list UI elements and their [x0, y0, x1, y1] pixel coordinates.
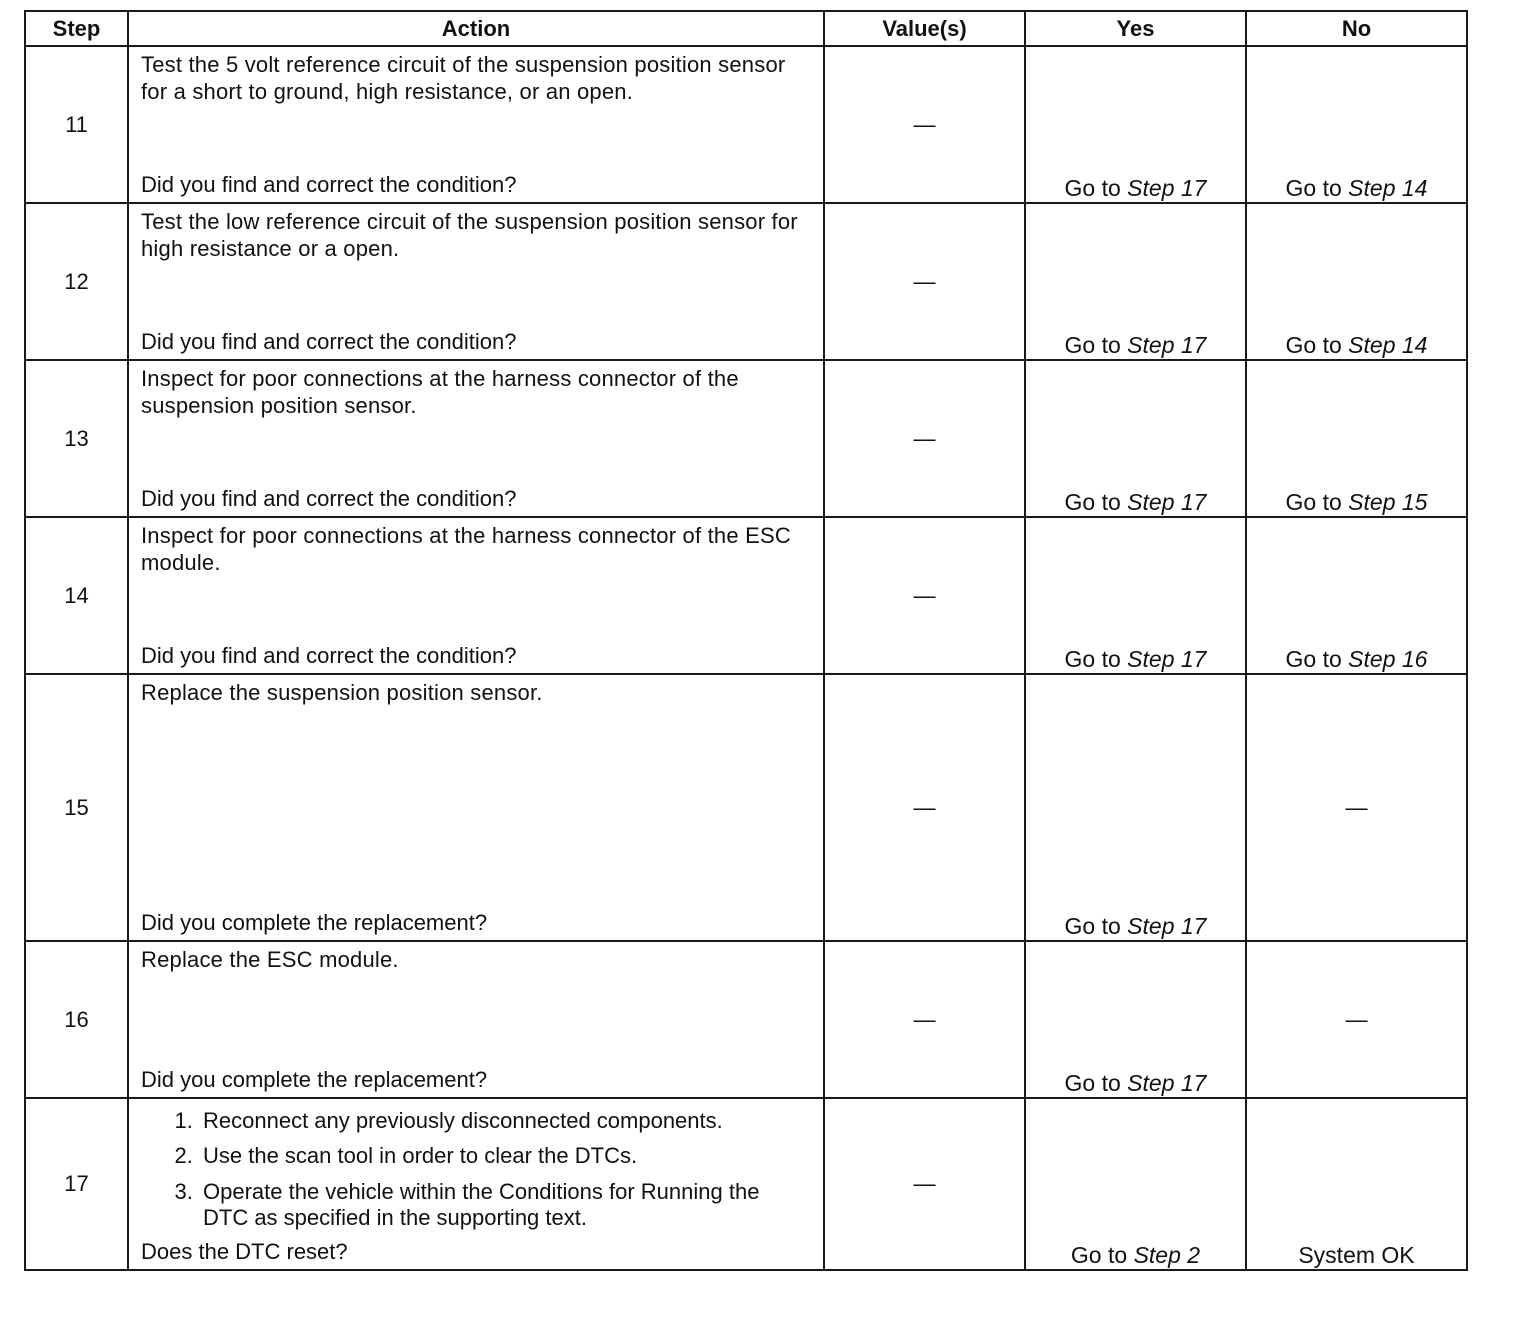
list-item: 1. Reconnect any previously disconnected components.: [199, 1103, 805, 1138]
action-question: Did you find and correct the condition?: [141, 486, 517, 511]
header-row: [25, 11, 1467, 46]
no-cell: —: [1246, 941, 1467, 1098]
table-row: [25, 1098, 1467, 1270]
step-number: 14: [25, 517, 128, 674]
table-row: [25, 46, 1467, 203]
value-cell: —: [824, 203, 1025, 360]
action-cell: [128, 46, 824, 203]
action-question: Did you find and correct the condition?: [141, 643, 517, 668]
action-question: Did you find and correct the condition?: [141, 172, 517, 197]
header-value: Value(s): [824, 11, 1025, 46]
yes-step-link[interactable]: Step 17: [1127, 646, 1207, 672]
action-cell: [128, 1098, 824, 1270]
header-step: Step: [25, 11, 128, 46]
action-question: Did you complete the replacement?: [141, 910, 488, 935]
action-text: Replace the ESC module.: [141, 947, 399, 972]
no-cell[interactable]: [1246, 517, 1467, 674]
action-text: Replace the suspension position sensor.: [141, 680, 543, 705]
step-number: 11: [25, 46, 128, 203]
yes-step-link[interactable]: Step 17: [1127, 1070, 1207, 1096]
step-number: 16: [25, 941, 128, 1098]
yes-cell[interactable]: [1025, 674, 1246, 941]
yes-cell[interactable]: [1025, 360, 1246, 517]
no-cell[interactable]: [1246, 203, 1467, 360]
value-cell: —: [824, 46, 1025, 203]
no-cell: System OK: [1246, 1098, 1467, 1270]
list-item: 3. Operate the vehicle within the Conditions for Running the DTC as specified in the supporting text.: [199, 1179, 805, 1231]
value-cell: —: [824, 674, 1025, 941]
no-step-link[interactable]: Step 16: [1348, 646, 1428, 672]
no-step-link[interactable]: Step 14: [1348, 332, 1428, 358]
yes-step-link[interactable]: Step 17: [1127, 489, 1207, 515]
action-cell: [128, 674, 824, 941]
no-prefix: Go to: [1285, 489, 1342, 515]
yes-step-link[interactable]: Step 17: [1127, 332, 1207, 358]
yes-prefix: Go to: [1070, 1242, 1128, 1268]
no-prefix: Go to: [1285, 332, 1342, 358]
action-question: Did you find and correct the condition?: [141, 329, 517, 354]
value-cell: —: [824, 1098, 1025, 1270]
action-cell: [128, 941, 824, 1098]
yes-step-link[interactable]: Step 17: [1127, 913, 1207, 939]
header-action: Action: [128, 11, 824, 46]
action-cell: [128, 203, 824, 360]
table-row: [25, 674, 1467, 941]
action-text: Test the low reference circuit of the suspension position sensor for high resistance or a open.: [141, 209, 798, 261]
no-cell[interactable]: [1246, 46, 1467, 203]
list-item: 2. Use the scan tool in order to clear the DTCs.: [199, 1138, 805, 1173]
yes-prefix: Go to: [1064, 489, 1121, 515]
yes-prefix: Go to: [1064, 1070, 1121, 1096]
yes-cell[interactable]: [1025, 941, 1246, 1098]
no-step-link[interactable]: Step 14: [1348, 175, 1428, 201]
yes-cell[interactable]: [1025, 1098, 1246, 1270]
no-cell: —: [1246, 674, 1467, 941]
yes-cell[interactable]: [1025, 517, 1246, 674]
value-cell: —: [824, 941, 1025, 1098]
action-text: Inspect for poor connections at the harness connector of the suspension position sensor.: [141, 366, 739, 418]
table-row: [25, 517, 1467, 674]
action-question: Does the DTC reset?: [141, 1239, 348, 1264]
action-cell: [128, 360, 824, 517]
action-steps-list: [141, 1103, 805, 1231]
table-row: [25, 941, 1467, 1098]
table-row: [25, 203, 1467, 360]
action-text: Test the 5 volt reference circuit of the suspension position sensor for a short to ground, high resistance, or an open.: [141, 52, 786, 104]
value-cell: —: [824, 517, 1025, 674]
action-cell: [128, 517, 824, 674]
table-row: [25, 360, 1467, 517]
yes-prefix: Go to: [1064, 175, 1121, 201]
value-cell: —: [824, 360, 1025, 517]
no-prefix: Go to: [1285, 175, 1342, 201]
yes-step-link[interactable]: Step 17: [1127, 175, 1207, 201]
action-question: Did you complete the replacement?: [141, 1067, 488, 1092]
yes-prefix: Go to: [1064, 913, 1121, 939]
step-number: 17: [25, 1098, 128, 1270]
step-number: 12: [25, 203, 128, 360]
header-yes: Yes: [1025, 11, 1246, 46]
yes-prefix: Go to: [1064, 332, 1121, 358]
no-prefix: Go to: [1285, 646, 1342, 672]
header-no: No: [1246, 11, 1467, 46]
step-number: 13: [25, 360, 128, 517]
diagnostic-table: [24, 10, 1468, 1271]
action-text: Inspect for poor connections at the harness connector of the ESC module.: [141, 523, 791, 575]
no-step-link[interactable]: Step 15: [1348, 489, 1428, 515]
no-cell[interactable]: [1246, 360, 1467, 517]
step-number: 15: [25, 674, 128, 941]
yes-prefix: Go to: [1064, 646, 1121, 672]
yes-cell[interactable]: [1025, 203, 1246, 360]
yes-cell[interactable]: [1025, 46, 1246, 203]
yes-step-link[interactable]: Step 2: [1133, 1242, 1201, 1268]
